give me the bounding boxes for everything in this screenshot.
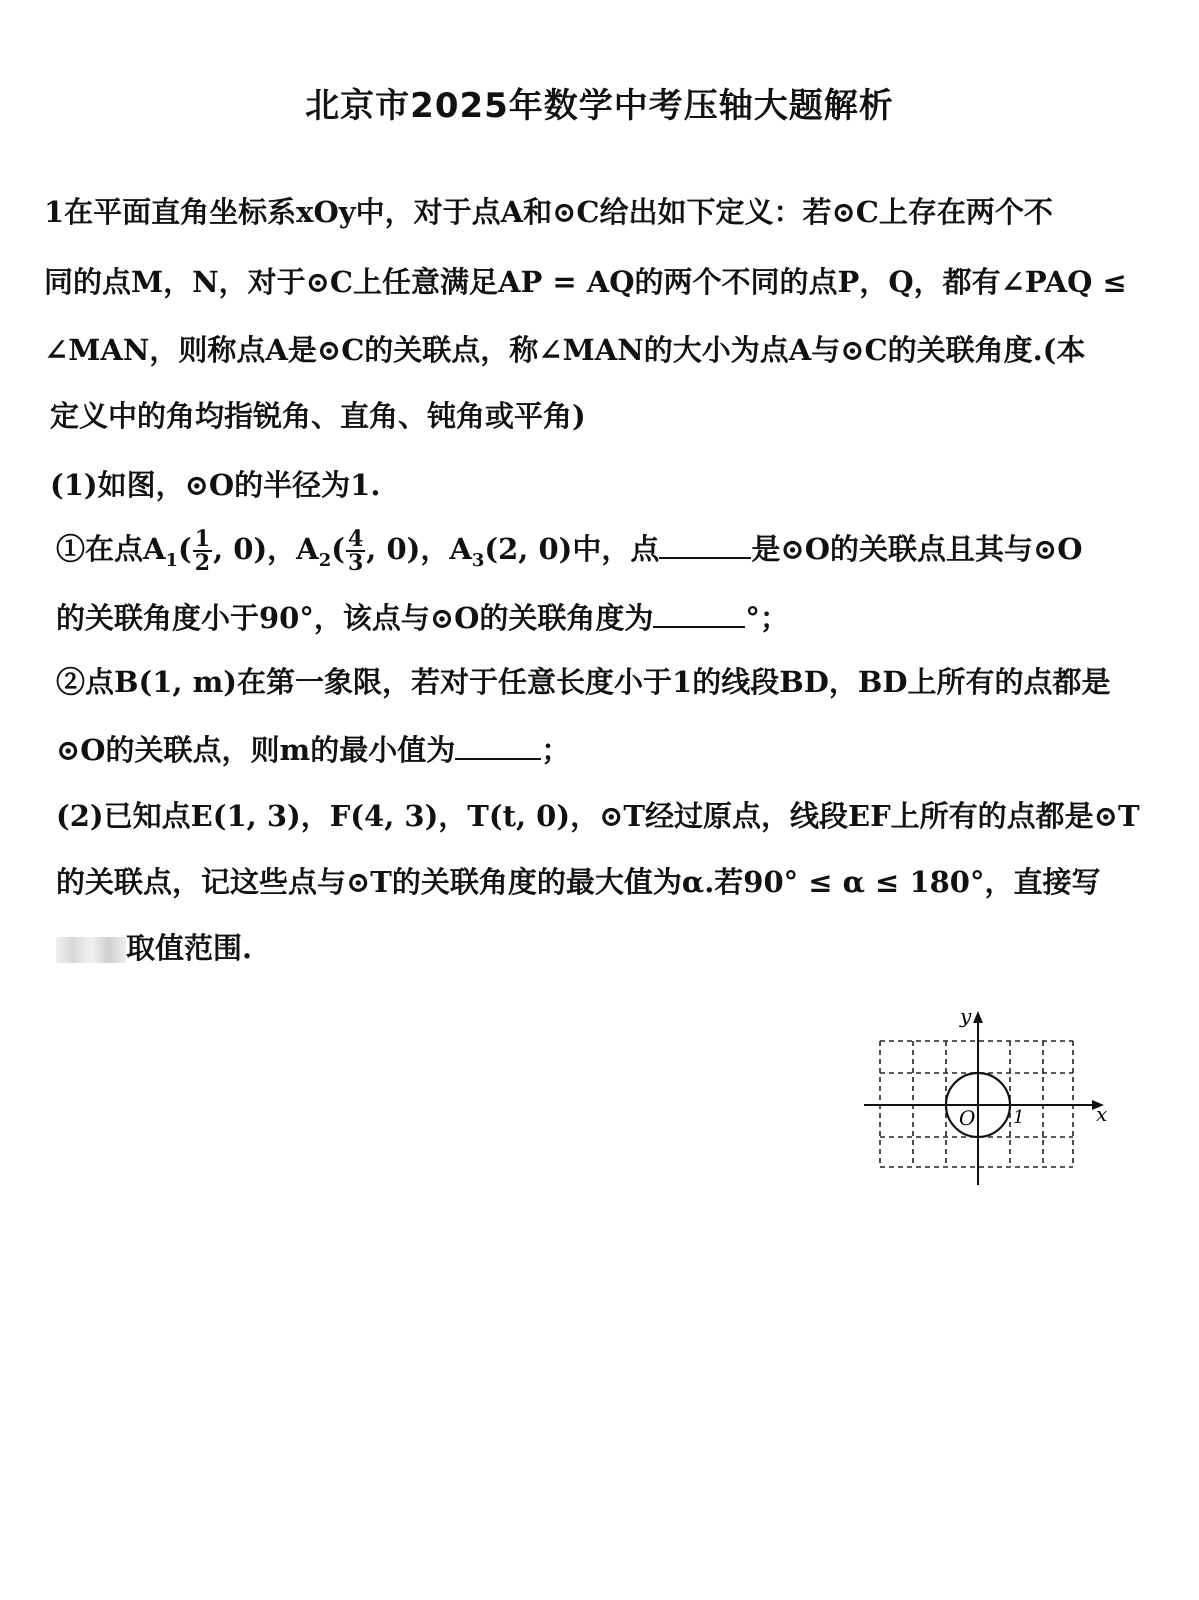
q2-text-a: ⊙O的关联点，则m的最小值为	[56, 733, 456, 767]
q1-text-a: ①在点A	[56, 532, 166, 566]
problem-line-2: 同的点M，N，对于⊙C上任意满足AP = AQ的两个不同的点P，Q，都有∠PAQ ≤	[44, 265, 1127, 299]
fraction-half-num: 1	[194, 526, 211, 552]
q1-text-e: , 0)，A	[366, 532, 472, 566]
fraction-half-den: 2	[194, 550, 211, 576]
q1-text-f: (2, 0)中，点	[484, 532, 660, 566]
part-2-question-cont: 的关联点，记这些点与⊙T的关联角度的最大值为α.若90° ≤ α ≤ 180°，直接写	[56, 865, 1101, 899]
part-1-question-1	[56, 528, 1083, 581]
q1-sub-1: 1	[165, 549, 179, 571]
blurred-text-region	[56, 937, 126, 963]
q1-line2-text-a: 的关联角度小于90°，该点与⊙O的关联角度为	[56, 601, 654, 635]
part-1-question-1-cont	[56, 598, 789, 638]
answer-blank-1[interactable]	[659, 535, 751, 559]
page-title: 北京市2025年数学中考压轴大题解析	[305, 86, 894, 126]
q1-text-d: (	[331, 532, 345, 566]
q1-text-g: 是⊙O的关联点且其与⊙O	[751, 532, 1083, 566]
answer-blank-2[interactable]	[653, 604, 745, 628]
coordinate-figure	[858, 1005, 1118, 1190]
part-2-question: (2)已知点E(1, 3)，F(4, 3)，T(t, 0)，⊙T经过原点，线段EF上所有的点都是⊙T	[56, 799, 1140, 833]
origin-label: O	[959, 1106, 976, 1130]
problem-line-3: ∠MAN，则称点A是⊙C的关联点，称∠MAN的大小为点A与⊙C的关联角度.(本	[44, 333, 1086, 367]
part-2-question-end	[56, 928, 252, 968]
fraction-four-thirds	[346, 528, 365, 574]
unit-tick-label: 1	[1013, 1107, 1025, 1128]
q2-text-b: ；	[541, 733, 571, 767]
y-axis-label: y	[960, 1005, 972, 1028]
y-axis-arrow	[973, 1011, 983, 1023]
part-2-end-text: 取值范围.	[126, 931, 253, 965]
part-1-question-2: ②点B(1, m)在第一象限，若对于任意长度小于1的线段BD，BD上所有的点都是	[56, 665, 1111, 699]
fraction-half	[193, 528, 212, 574]
x-axis-label: x	[1096, 1102, 1108, 1126]
q1-text-b: (	[178, 532, 192, 566]
q1-sub-3: 3	[471, 549, 485, 571]
fraction-four-thirds-den: 3	[347, 550, 364, 576]
part-1-question-2-cont	[56, 730, 570, 770]
problem-line-1: 1在平面直角坐标系xOy中，对于点A和⊙C给出如下定义：若⊙C上存在两个不	[44, 195, 1053, 229]
fraction-four-thirds-num: 4	[347, 526, 364, 552]
answer-blank-3[interactable]	[455, 736, 541, 760]
part-1-heading: (1)如图，⊙O的半径为1.	[50, 468, 381, 502]
problem-line-4: 定义中的角均指锐角、直角、钝角或平角)	[50, 399, 586, 433]
q1-sub-2: 2	[318, 549, 332, 571]
q1-line2-text-b: °；	[745, 601, 789, 635]
q1-text-c: , 0)，A	[213, 532, 319, 566]
